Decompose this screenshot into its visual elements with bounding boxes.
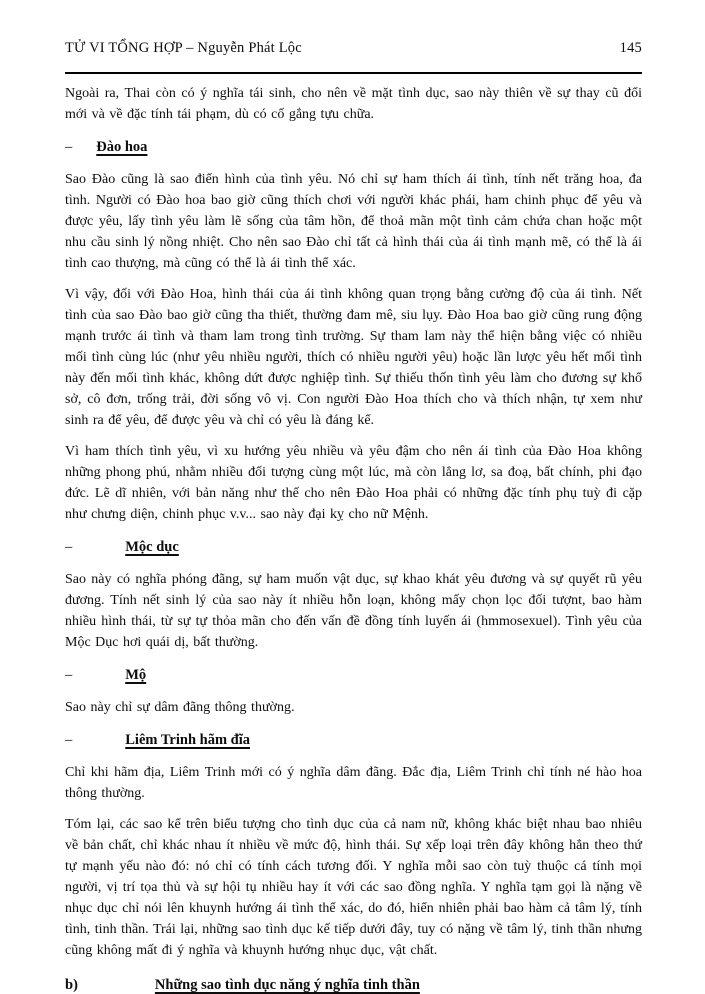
section-b-marker: b) [65, 977, 78, 993]
heading-label-mo: Mộ [125, 667, 147, 683]
heading-mo [65, 667, 642, 684]
paragraph-dao-hoa-1: Sao Đào cũng là sao điển hình của tình yêu. Nó chỉ sự ham thích ái tình, tính nết trăng hoa, đa tình. Người có Đào hoa bao giờ cũng thích chơi với người khác phái, ham chinh phục để yêu và được yêu, lấy tình yêu làm lẽ sống của tâm hồn, để thoả mãn một tình cảm chứa chan hoặc một nhu cầu sinh lý nồng nhiệt. Cho nên sao Đào chỉ tất cả hình thái của ái tình mạnh mẽ, có thể là ái tình cao thượng, mà cũng có thể là ái tình thể xác. [65, 172, 642, 271]
paragraph-mo: Sao này chỉ sự dâm đãng thông thường. [65, 700, 295, 715]
paragraph-dao-hoa-3: Vì ham thích tình yêu, vì xu hướng yêu nhiều và yêu đậm cho nên ái tình của Đào Hoa không những phong phú, nhằm nhiều đối tượng cùng một lúc, mà còn lẳng lơ, sa đoạ, bất chính, phi đạo đức. Lẽ dĩ nhiên, với bản năng như thế cho nên Đào Hoa phải có những đặc tính phụ tuỳ đi cặp như chưng diện, chinh phục v.v... sao này đại kỵ cho nữ Mệnh. [65, 444, 642, 522]
heading-label-liem-trinh: Liêm Trinh hãm đĩa [125, 732, 251, 748]
heading-label-moc-duc: Mộc dục [125, 539, 179, 555]
paragraph-thai-intro: Ngoài ra, Thai còn có ý nghĩa tái sinh, cho nên về mặt tình dục, sao này thiên về sự thay cũ đổi mới và về đặc tính tái phạm, dù có cố gắng tựu chữa. [65, 86, 642, 122]
dash-bullet: – [65, 667, 73, 683]
paragraph-liem-trinh: Chỉ khi hãm địa, Liêm Trinh mới có ý nghĩa dâm đãng. Đắc địa, Liêm Trinh chỉ tính né hào hoa thông thường. [65, 765, 642, 801]
heading-section-b [65, 977, 642, 994]
heading-dao-hoa [65, 139, 642, 156]
page-header [65, 40, 642, 57]
heading-moc-duc [65, 539, 642, 556]
book-title: TỬ VI TỔNG HỢP – Nguyễn Phát Lộc [65, 40, 302, 56]
dash-bullet: – [65, 539, 73, 555]
heading-liem-trinh [65, 732, 642, 749]
heading-label-dao-hoa: Đào hoa [96, 139, 148, 155]
page-number: 145 [619, 40, 642, 56]
heading-label-section-b: Những sao tình dục năng ý nghĩa tinh thần [154, 977, 420, 993]
header-rule [65, 72, 642, 74]
dash-bullet: – [65, 139, 73, 155]
paragraph-moc-duc: Sao này có nghĩa phóng đãng, sự ham muốn vật dục, sự khao khát yêu đương và sự quyết rũ yêu đương. Tính nết sinh lý của sao này ít nhiều hỗn loạn, không mấy chọn lọc đối tượnt, bao hàm nhiều hình thái, từ sự tự thỏa mãn cho đến vấn đề đồng tính luyến ái (hmmosexuel). Tình yêu của Mộc Dục hơi quái dị, bất thường. [65, 572, 642, 650]
paragraph-summary: Tóm lại, các sao kể trên biểu tượng cho tình dục của cả nam nữ, không khác biệt nhau bao nhiêu về bản chất, chỉ khác nhau ít nhiều về mức độ, hình thái. Sự xếp loại trên đây không hẳn theo thứ tự mạnh yếu nào đó: nó chỉ có tính cách tương đối. Y nghĩa mỗi sao còn tuỳ thuộc cá tính mọi người, vị trí tọa thủ và sự hội tụ nhiều hay ít với các sao đồng nghĩa. Y nghĩa tạm gọi là nặng về nhục dục chỉ nói lên khuynh hướng ái tình thể xác, do đó, hiển nhiên phải bao hàm cả tâm lý, tính tình, tinh thần. Trái lại, những sao tình dục kế tiếp dưới đây, tuy có nặng về tâm lý, tinh thần nhưng cũng không mất đi ý nghĩa và khuynh hướng nhục dục, vật chất. [65, 817, 642, 958]
paragraph-dao-hoa-2: Vì vậy, đối với Đào Hoa, hình thái của ái tình không quan trọng bằng cường độ của ái tình. Nết tình của sao Đào bao giờ cũng tha thiết, thường đam mê, siu lụy. Đào Hoa bao giờ cũng rung động mạnh trước ái tình và tham lam trong tình trường. Sự tham lam này thể hiện bằng việc có nhiều mối tình cùng lúc (như yêu nhiều người, thích có nhiều người yêu) hoặc lần lược yêu hết mối tình này đến mối tình khác, không dứt được nghiệp tình. Sự thiếu thốn tình yêu làm cho đương sự khổ sở, cô đơn, trống trải, đời sống vô vị. Con người Đào Hoa thích cho và thích nhận, tự xem như sinh ra để yêu, để được yêu và chỉ có yêu là đáng kể. [65, 287, 642, 428]
dash-bullet: – [65, 732, 73, 748]
